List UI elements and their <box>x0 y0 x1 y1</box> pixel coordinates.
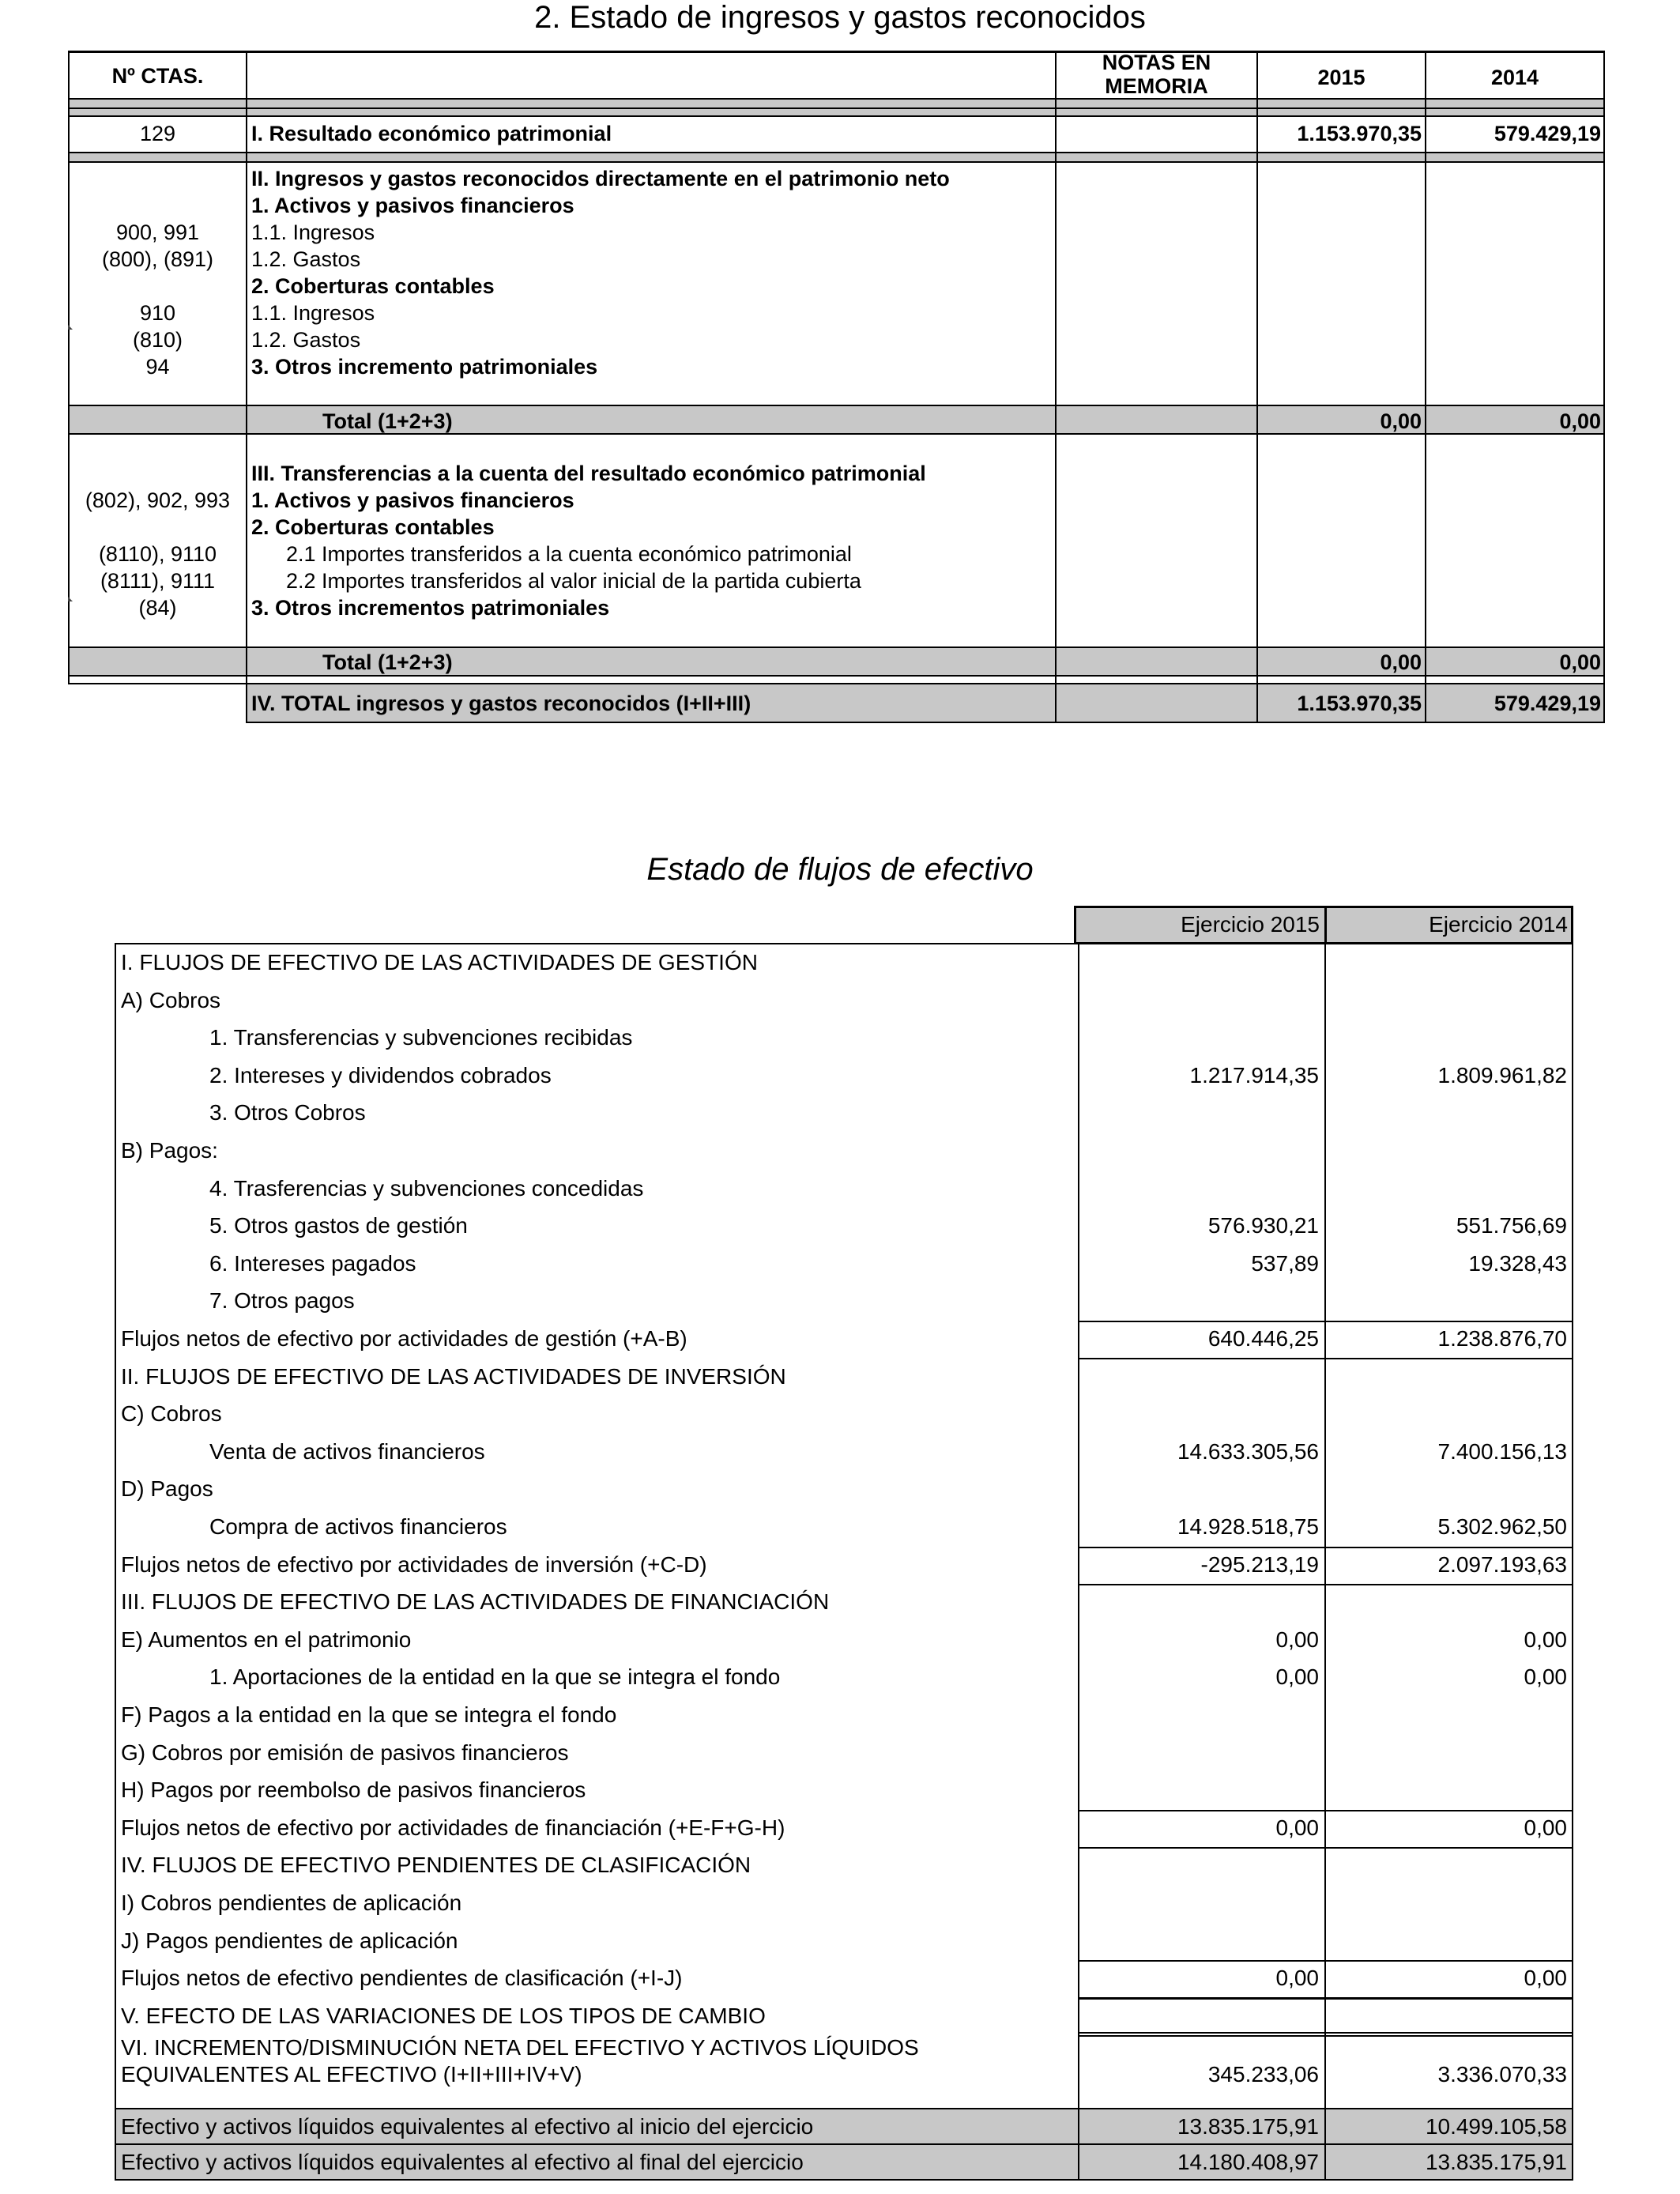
cta-cell: 129 <box>139 122 176 145</box>
flujo-value-2014: 19.328,43 <box>1468 1251 1567 1276</box>
flujo-value-2015: 0,00 <box>1275 1966 1319 1990</box>
flujo-value-2014: 551.756,69 <box>1456 1213 1567 1238</box>
flujo-value-2015: 0,00 <box>1275 1627 1319 1652</box>
flujo-label: V. EFECTO DE LAS VARIACIONES DE LOS TIPOS DE CAMBIO <box>121 2004 766 2028</box>
header-ejercicio-2014: Ejercicio 2014 <box>1429 912 1568 937</box>
flujo-label: 2. Intereses y dividendos cobrados <box>209 1063 552 1088</box>
estado-title: 2. Estado de ingresos y gastos reconocidos <box>534 0 1146 35</box>
total-reconocidos-2014: 579.429,19 <box>1494 692 1601 715</box>
flujo-value-2015: 576.930,21 <box>1207 1213 1319 1238</box>
inicio-2015: 13.835.175,91 <box>1177 2114 1319 2139</box>
flujo-value-2014: 1.238.876,70 <box>1437 1326 1567 1351</box>
row-label: 2.1 Importes transferidos a la cuenta económico patrimonial <box>286 542 852 566</box>
total-2015: 0,00 <box>1380 650 1422 674</box>
flujo-label: I. FLUJOS DE EFECTIVO DE LAS ACTIVIDADES DE GESTIÓN <box>121 950 758 974</box>
flujo-label: II. FLUJOS DE EFECTIVO DE LAS ACTIVIDADES DE INVERSIÓN <box>121 1364 786 1389</box>
cell-marker-icon <box>68 325 73 330</box>
row-label: 1.2. Gastos <box>251 328 361 352</box>
flujo-label: J) Pagos pendientes de aplicación <box>121 1928 458 1953</box>
header-notas: NOTAS EN MEMORIA <box>1102 51 1211 98</box>
flujos-title: Estado de flujos de efectivo <box>646 852 1034 887</box>
cell-marker-icon <box>68 597 73 601</box>
row-label: 2. Coberturas contables <box>251 515 495 539</box>
header-ejercicio-2015: Ejercicio 2015 <box>1181 912 1320 937</box>
row-label: 2. Coberturas contables <box>251 274 495 298</box>
row-label: 3. Otros incremento patrimoniales <box>251 355 598 379</box>
row-label: 2.2 Importes transferidos al valor inicial de la partida cubierta <box>286 569 861 593</box>
flujo-label: 3. Otros Cobros <box>209 1100 366 1125</box>
flujo-label: 1. Transferencias y subvenciones recibidas <box>209 1025 633 1050</box>
total-reconocidos-2015: 1.153.970,35 <box>1297 692 1422 715</box>
row-label: 1.1. Ingresos <box>251 301 375 325</box>
resultado-label: I. Resultado económico patrimonial <box>251 122 612 145</box>
flujo-value-2014: 0,00 <box>1524 1627 1567 1652</box>
cta-cell: 900, 991 <box>115 221 200 244</box>
flujo-value-2015: 0,00 <box>1275 1664 1319 1689</box>
flujo-label: 7. Otros pagos <box>209 1288 355 1313</box>
flujo-label: Flujos netos de efectivo por actividades de financiación (+E-F+G-H) <box>121 1815 785 1840</box>
final-label: Efectivo y activos líquidos equivalentes al efectivo al final del ejercicio <box>121 2150 804 2174</box>
row-label: 1. Activos y pasivos financieros <box>251 488 574 512</box>
row-label: 1. Activos y pasivos financieros <box>251 194 574 217</box>
flujo-value-2015: 14.928.518,75 <box>1177 1514 1319 1539</box>
flujo-value-2015: 537,89 <box>1251 1251 1319 1276</box>
total-label: Total (1+2+3) <box>322 650 453 674</box>
row-label: 1.1. Ingresos <box>251 221 375 244</box>
flujo-label: Flujos netos de efectivo por actividades de inversión (+C-D) <box>121 1552 707 1577</box>
total-label: Total (1+2+3) <box>322 409 453 433</box>
total-2015: 0,00 <box>1380 409 1422 433</box>
flujo-label: I) Cobros pendientes de aplicación <box>121 1891 462 1915</box>
cta-cell: (84) <box>138 596 177 620</box>
total-2014: 0,00 <box>1559 650 1601 674</box>
flujo-label: Flujos netos de efectivo por actividades de gestión (+A-B) <box>121 1326 687 1351</box>
cta-cell: (8110), 9110 <box>98 542 217 566</box>
flujo-value-2015: -295.213,19 <box>1200 1552 1319 1577</box>
vi-label-line2: EQUIVALENTES AL EFECTIVO (I+II+III+IV+V) <box>121 2062 582 2087</box>
flujo-value-2015: 0,00 <box>1275 1815 1319 1840</box>
flujo-value-2014: 0,00 <box>1524 1966 1567 1990</box>
flujo-label: G) Cobros por emisión de pasivos financieros <box>121 1740 569 1765</box>
flujo-label: 6. Intereses pagados <box>209 1251 416 1276</box>
flujo-label: C) Cobros <box>121 1401 222 1426</box>
row-label: 1.2. Gastos <box>251 247 361 271</box>
flujo-label: Venta de activos financieros <box>209 1439 485 1464</box>
total-reconocidos-label: IV. TOTAL ingresos y gastos reconocidos (I+II+III) <box>251 692 751 715</box>
vi-label-line1: VI. INCREMENTO/DISMINUCIÓN NETA DEL EFECTIVO Y ACTIVOS LÍQUIDOS <box>121 2035 919 2060</box>
flujo-value-2015: 1.217.914,35 <box>1189 1063 1319 1088</box>
flujo-value-2014: 2.097.193,63 <box>1437 1552 1567 1577</box>
flujo-label: B) Pagos: <box>121 1138 218 1163</box>
flujo-label: Flujos netos de efectivo pendientes de clasificación (+I-J) <box>121 1966 683 1990</box>
final-2014: 13.835.175,91 <box>1425 2150 1567 2174</box>
flujo-label: H) Pagos por reembolso de pasivos financieros <box>121 1777 586 1802</box>
cta-cell: (810) <box>132 328 183 352</box>
row-label: II. Ingresos y gastos reconocidos directamente en el patrimonio neto <box>251 167 950 190</box>
flujo-value-2014: 5.302.962,50 <box>1437 1514 1567 1539</box>
row-label: 3. Otros incrementos patrimoniales <box>251 596 610 620</box>
inicio-label: Efectivo y activos líquidos equivalentes al efectivo al inicio del ejercicio <box>121 2114 814 2139</box>
flujo-value-2014: 1.809.961,82 <box>1437 1063 1567 1088</box>
final-2015: 14.180.408,97 <box>1177 2150 1319 2174</box>
flujo-label: 4. Trasferencias y subvenciones concedidas <box>209 1176 644 1201</box>
total-2014: 0,00 <box>1559 409 1601 433</box>
vi-2015: 345.233,06 <box>1207 2062 1319 2087</box>
flujo-value-2015: 640.446,25 <box>1207 1326 1319 1351</box>
cta-cell: (8111), 9111 <box>100 569 216 593</box>
flujo-value-2014: 0,00 <box>1524 1664 1567 1689</box>
cta-cell: 94 <box>145 355 170 379</box>
flujo-label: F) Pagos a la entidad en la que se integra el fondo <box>121 1702 617 1727</box>
header-2015: 2015 <box>1317 66 1365 89</box>
cta-cell: (800), (891) <box>101 247 214 271</box>
header-2014: 2014 <box>1490 66 1539 89</box>
flujo-value-2015: 14.633.305,56 <box>1177 1439 1319 1464</box>
resultado-2015: 1.153.970,35 <box>1297 122 1422 145</box>
flujo-label: IV. FLUJOS DE EFECTIVO PENDIENTES DE CLASIFICACIÓN <box>121 1853 751 1877</box>
inicio-2014: 10.499.105,58 <box>1425 2114 1567 2139</box>
flujo-label: E) Aumentos en el patrimonio <box>121 1627 412 1652</box>
flujo-value-2014: 0,00 <box>1524 1815 1567 1840</box>
flujo-value-2014: 7.400.156,13 <box>1437 1439 1567 1464</box>
flujo-label: A) Cobros <box>121 988 221 1012</box>
flujo-label: D) Pagos <box>121 1476 213 1501</box>
cta-cell: 910 <box>139 301 176 325</box>
flujo-label: 5. Otros gastos de gestión <box>209 1213 468 1238</box>
row-label: III. Transferencias a la cuenta del resultado económico patrimonial <box>251 462 926 485</box>
cta-cell: (802), 902, 993 <box>85 488 231 512</box>
resultado-2014: 579.429,19 <box>1494 122 1601 145</box>
flujo-label: III. FLUJOS DE EFECTIVO DE LAS ACTIVIDADES DE FINANCIACIÓN <box>121 1589 830 1614</box>
vi-2014: 3.336.070,33 <box>1437 2062 1567 2087</box>
flujo-label: 1. Aportaciones de la entidad en la que se integra el fondo <box>209 1664 781 1689</box>
header-ctas: Nº CTAS. <box>111 64 204 88</box>
flujo-label: Compra de activos financieros <box>209 1514 507 1539</box>
